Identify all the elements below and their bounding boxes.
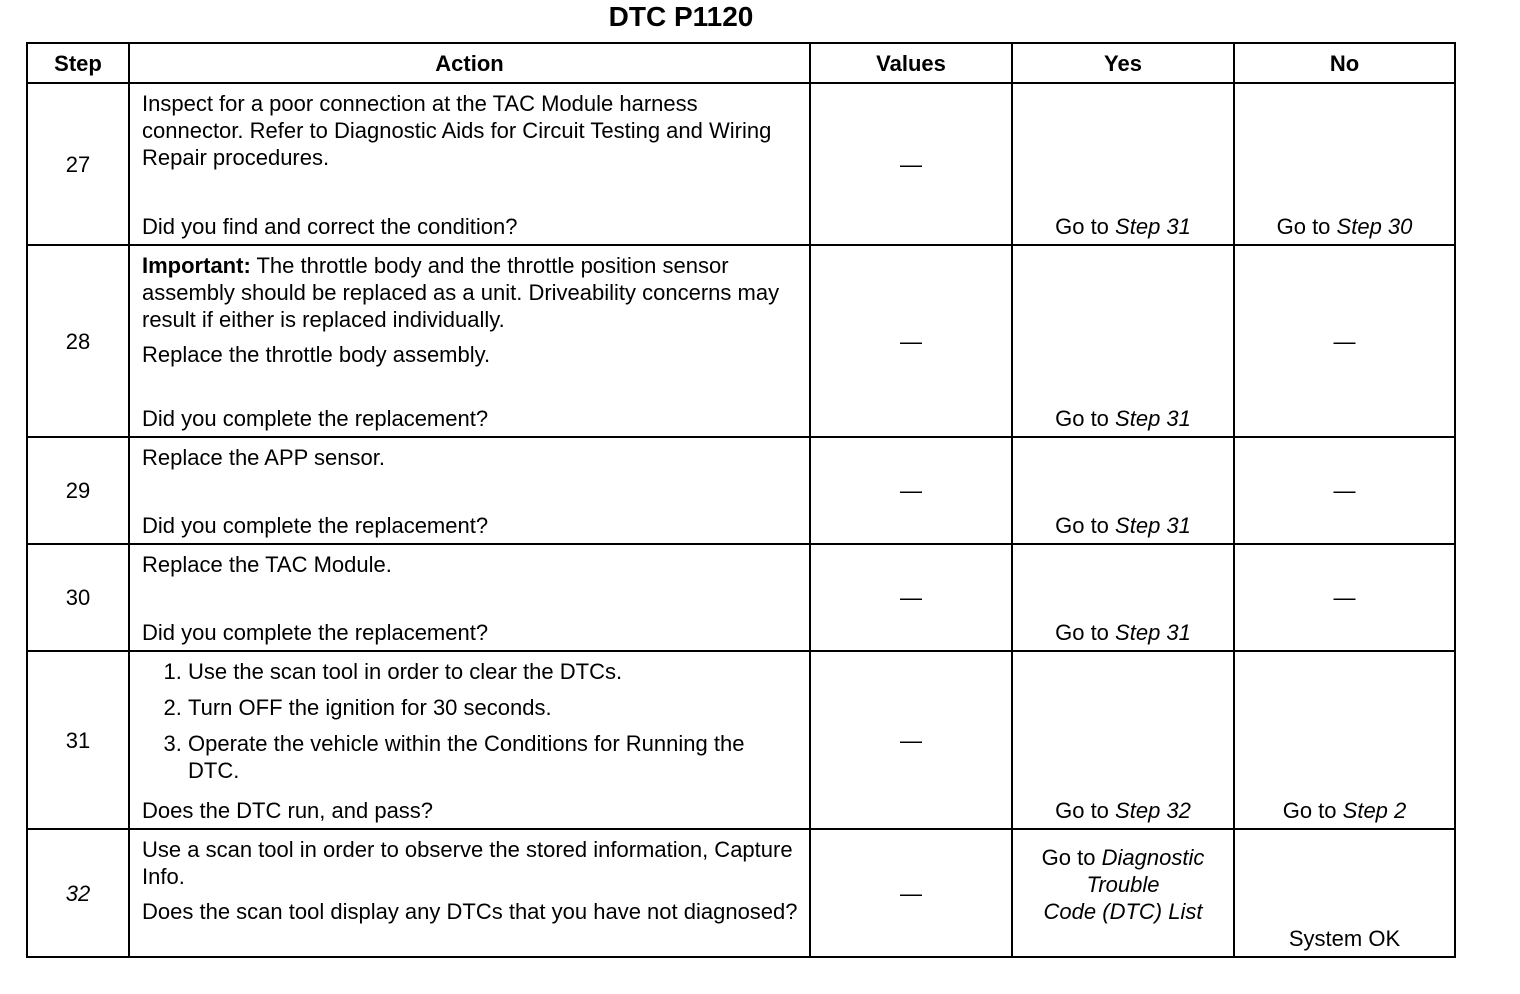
dash-mark: — (900, 880, 922, 906)
no-link[interactable]: Step 30 (1336, 214, 1413, 239)
action-question: Does the DTC run, and pass? (142, 798, 434, 823)
action-cell (129, 544, 810, 651)
yes-link[interactable]: Step 32 (1115, 798, 1191, 823)
go-to-label: Go to (1055, 798, 1109, 823)
no-link[interactable]: Step 2 (1342, 798, 1407, 823)
no-cell (1234, 651, 1455, 829)
action-question: Did you complete the replacement? (142, 513, 489, 538)
dash-mark: — (900, 478, 922, 503)
go-to-label: Go to (1055, 214, 1109, 239)
step-number: 32 (27, 829, 129, 957)
important-label: Important: (142, 253, 251, 278)
dash-mark: — (1333, 328, 1356, 354)
go-to-label: Go to (1055, 513, 1109, 538)
go-to-label: Go to (1282, 798, 1337, 823)
step-number: 29 (27, 437, 129, 544)
action-question: Does the scan tool display any DTCs that you have not diagnosed? (142, 899, 798, 924)
yes-link[interactable]: Step 31 (1115, 513, 1191, 538)
action-cell (129, 651, 810, 829)
action-steps-list (142, 658, 799, 793)
table-row (27, 651, 1455, 829)
action-cell (129, 437, 810, 544)
action-question: Did you complete the replacement? (142, 406, 489, 431)
values-cell (810, 651, 1012, 829)
yes-cell (1012, 651, 1234, 829)
important-note (142, 252, 799, 333)
no-cell: System OK (1234, 829, 1455, 957)
yes-cell (1012, 829, 1234, 957)
header-yes: Yes (1012, 43, 1234, 83)
step-number: 27 (27, 83, 129, 245)
yes-cell (1012, 83, 1234, 245)
action-cell (129, 83, 810, 245)
action-cell (129, 829, 810, 957)
action-text: Replace the APP sensor. (142, 445, 385, 470)
yes-link-line: Code (DTC) List (1043, 899, 1203, 924)
list-item: 3. Operate the vehicle within the Conditions for Running the DTC. (188, 730, 799, 784)
action-text: Replace the throttle body assembly. (142, 342, 491, 367)
yes-link[interactable]: Step 31 (1115, 620, 1191, 645)
action-question: Did you complete the replacement? (142, 620, 489, 645)
yes-cell (1012, 437, 1234, 544)
values-cell (810, 245, 1012, 437)
page-title: DTC P1120 (608, 1, 754, 32)
yes-cell (1012, 544, 1234, 651)
table-row (27, 245, 1455, 437)
values-cell (810, 83, 1012, 245)
values-cell (810, 544, 1012, 651)
yes-link-line: Diagnostic (1101, 845, 1205, 870)
header-no: No (1234, 43, 1455, 83)
no-cell (1234, 245, 1455, 437)
yes-link[interactable]: Step 31 (1115, 406, 1191, 431)
yes-link-line: Trouble (1086, 872, 1160, 897)
go-to-label: Go to (1055, 406, 1109, 431)
yes-cell (1012, 245, 1234, 437)
header-action: Action (129, 43, 810, 83)
table-row (27, 544, 1455, 651)
dash-mark: — (1333, 585, 1356, 610)
header-values: Values (810, 43, 1012, 83)
dash-mark: — (900, 151, 922, 177)
action-question: Did you find and correct the condition? (142, 214, 518, 239)
yes-link[interactable]: Step 31 (1115, 214, 1191, 239)
header-step: Step (27, 43, 129, 83)
table-row (27, 829, 1455, 957)
action-cell (129, 245, 810, 437)
values-cell (810, 437, 1012, 544)
dash-mark: — (900, 328, 922, 354)
dash-mark: — (900, 585, 922, 610)
step-number: 31 (27, 651, 129, 829)
dash-mark: — (900, 727, 922, 753)
no-cell (1234, 437, 1455, 544)
go-to-label: Go to (1276, 214, 1331, 239)
step-number: 28 (27, 245, 129, 437)
action-text: Replace the TAC Module. (142, 552, 392, 577)
list-item: 2. Turn OFF the ignition for 30 seconds. (188, 694, 799, 721)
no-cell (1234, 83, 1455, 245)
diagnostic-table (26, 42, 1456, 958)
dash-mark: — (1333, 478, 1356, 503)
go-to-label: Go to (1041, 845, 1096, 870)
table-row (27, 437, 1455, 544)
list-item: 1. Use the scan tool in order to clear the DTCs. (188, 658, 799, 685)
values-cell (810, 829, 1012, 957)
table-row (27, 83, 1455, 245)
important-text: The throttle body and the throttle position sensor assembly should be replaced as a unit. Driveability concerns may result if either is replaced individually. (142, 253, 780, 332)
no-cell (1234, 544, 1455, 651)
go-to-label: Go to (1055, 620, 1109, 645)
action-text: Use a scan tool in order to observe the stored information, Capture Info. (142, 837, 793, 889)
header-row (27, 43, 1455, 83)
action-text: Inspect for a poor connection at the TAC Module harness connector. Refer to Diagnostic Aids for Circuit Testing and Wiring Repair procedures. (142, 91, 772, 170)
step-number: 30 (27, 544, 129, 651)
